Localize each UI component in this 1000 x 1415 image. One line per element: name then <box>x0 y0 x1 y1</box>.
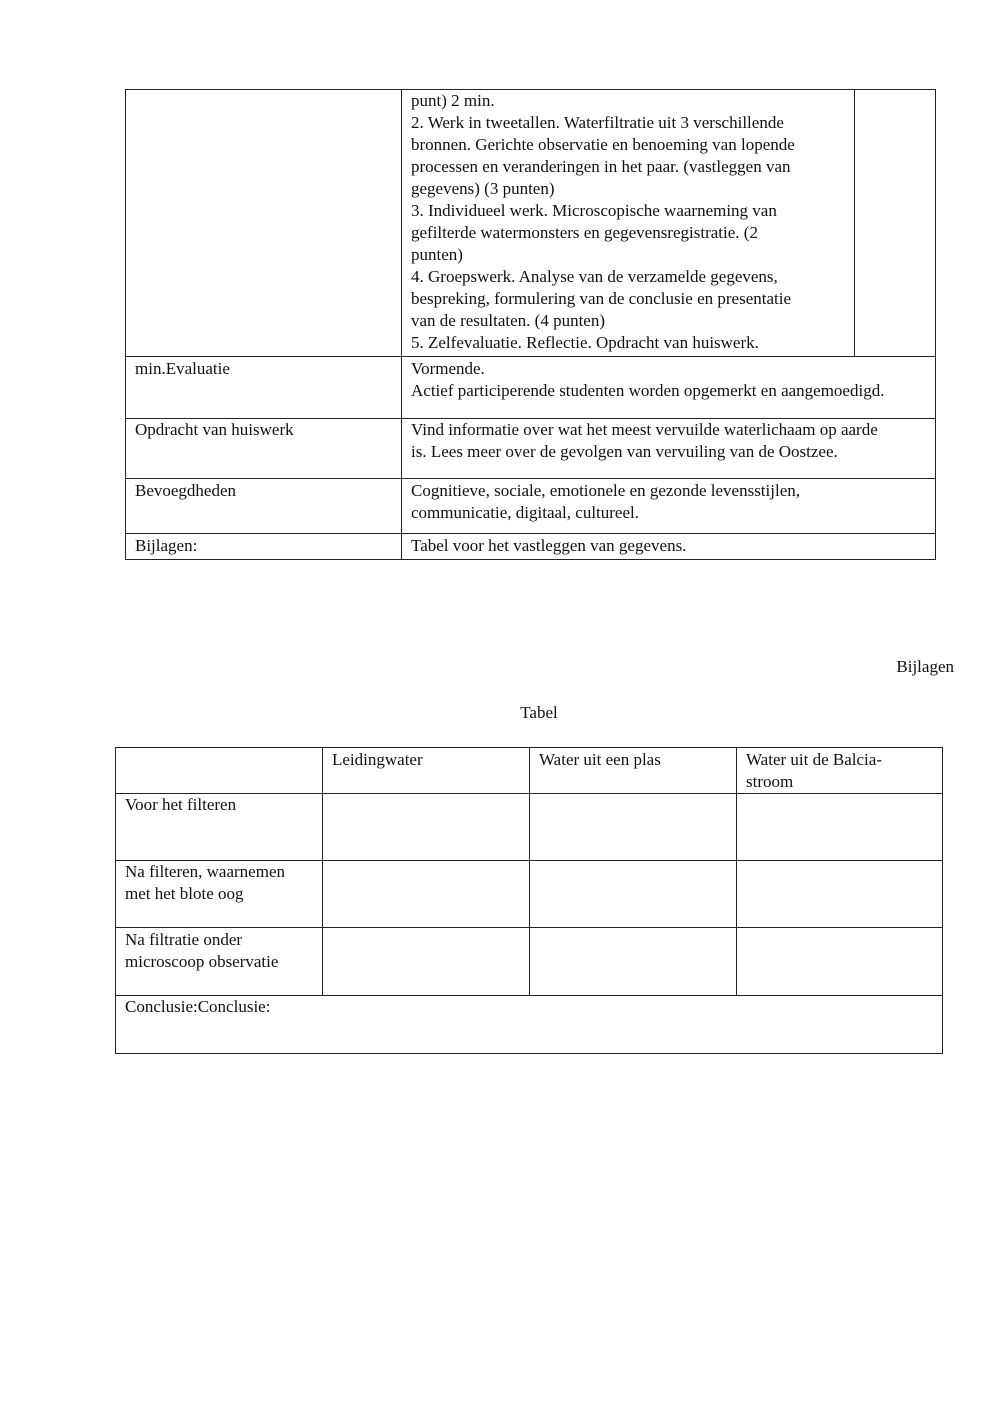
row-label-before-filtering: Voor het filteren <box>125 795 237 814</box>
competences-line: Cognitieve, sociale, emotionele en gezonde levensstijlen, <box>411 481 800 500</box>
row-label-naked-eye: met het blote oog <box>125 884 244 903</box>
table-border <box>401 89 402 559</box>
row-label-naked-eye: Na filteren, waarnemen <box>125 862 285 881</box>
step-line: 2. Werk in tweetallen. Waterfiltratie uit 3 verschillende <box>411 113 784 132</box>
table-title: Tabel <box>520 703 558 722</box>
competences-line: communicatie, digitaal, cultureel. <box>411 503 639 522</box>
table-border <box>125 533 936 534</box>
table-border <box>125 478 936 479</box>
annex-heading: Bijlagen <box>896 657 954 676</box>
step-line: 4. Groepswerk. Analyse van de verzamelde gegevens, <box>411 267 778 286</box>
step-line: van de resultaten. (4 punten) <box>411 311 606 330</box>
column-header-tap-water: Leidingwater <box>332 750 423 769</box>
table-border <box>942 747 943 1053</box>
step-line: bespreking, formulering van de conclusie en presentatie <box>411 289 792 308</box>
column-header-stream-water: Water uit de Balcia- <box>746 750 882 769</box>
table-border <box>529 747 530 995</box>
table-border <box>854 89 855 356</box>
step-line: gegevens) (3 punten) <box>411 179 555 198</box>
table-border <box>736 747 737 995</box>
table-border <box>322 747 323 995</box>
step-line: bronnen. Gerichte observatie en benoeming van lopende <box>411 135 795 154</box>
step-line: punt) 2 min. <box>411 91 495 110</box>
table-border <box>125 559 936 560</box>
evaluation-label: min.Evaluatie <box>135 359 230 378</box>
lesson-steps <box>411 90 795 354</box>
step-line: 5. Zelfevaluatie. Reflectie. Opdracht van huiswerk. <box>411 333 759 352</box>
table-border <box>125 356 936 357</box>
attachments-line: Tabel voor het vastleggen van gegevens. <box>411 536 687 555</box>
homework-line: is. Lees meer over de gevolgen van vervuiling van de Oostzee. <box>411 442 838 461</box>
step-line: 3. Individueel werk. Microscopische waarneming van <box>411 201 777 220</box>
table-border <box>115 1053 943 1054</box>
competences-label: Bevoegdheden <box>135 481 237 500</box>
table-border <box>115 747 116 1053</box>
homework-line: Vind informatie over wat het meest vervuilde waterlichaam op aarde <box>411 420 878 439</box>
table-border <box>935 89 936 559</box>
row-label-microscope: Na filtratie onder <box>125 930 243 949</box>
row-label-microscope: microscoop observatie <box>125 952 279 971</box>
column-header-stream-water: stroom <box>746 772 794 791</box>
homework-label: Opdracht van huiswerk <box>135 420 294 439</box>
step-line: punten) <box>411 245 463 264</box>
table-border <box>125 89 126 559</box>
attachments-label: Bijlagen: <box>135 536 198 555</box>
evaluation-line: Actief participerende studenten worden opgemerkt en aangemoedigd. <box>411 381 885 400</box>
evaluation-line: Vormende. <box>411 359 485 378</box>
step-line: processen en veranderingen in het paar. (vastleggen van <box>411 157 791 176</box>
column-header-puddle-water: Water uit een plas <box>539 750 661 769</box>
step-line: gefilterde watermonsters en gegevensregistratie. (2 <box>411 223 758 242</box>
conclusion-label: Conclusie:Conclusie: <box>125 997 271 1016</box>
